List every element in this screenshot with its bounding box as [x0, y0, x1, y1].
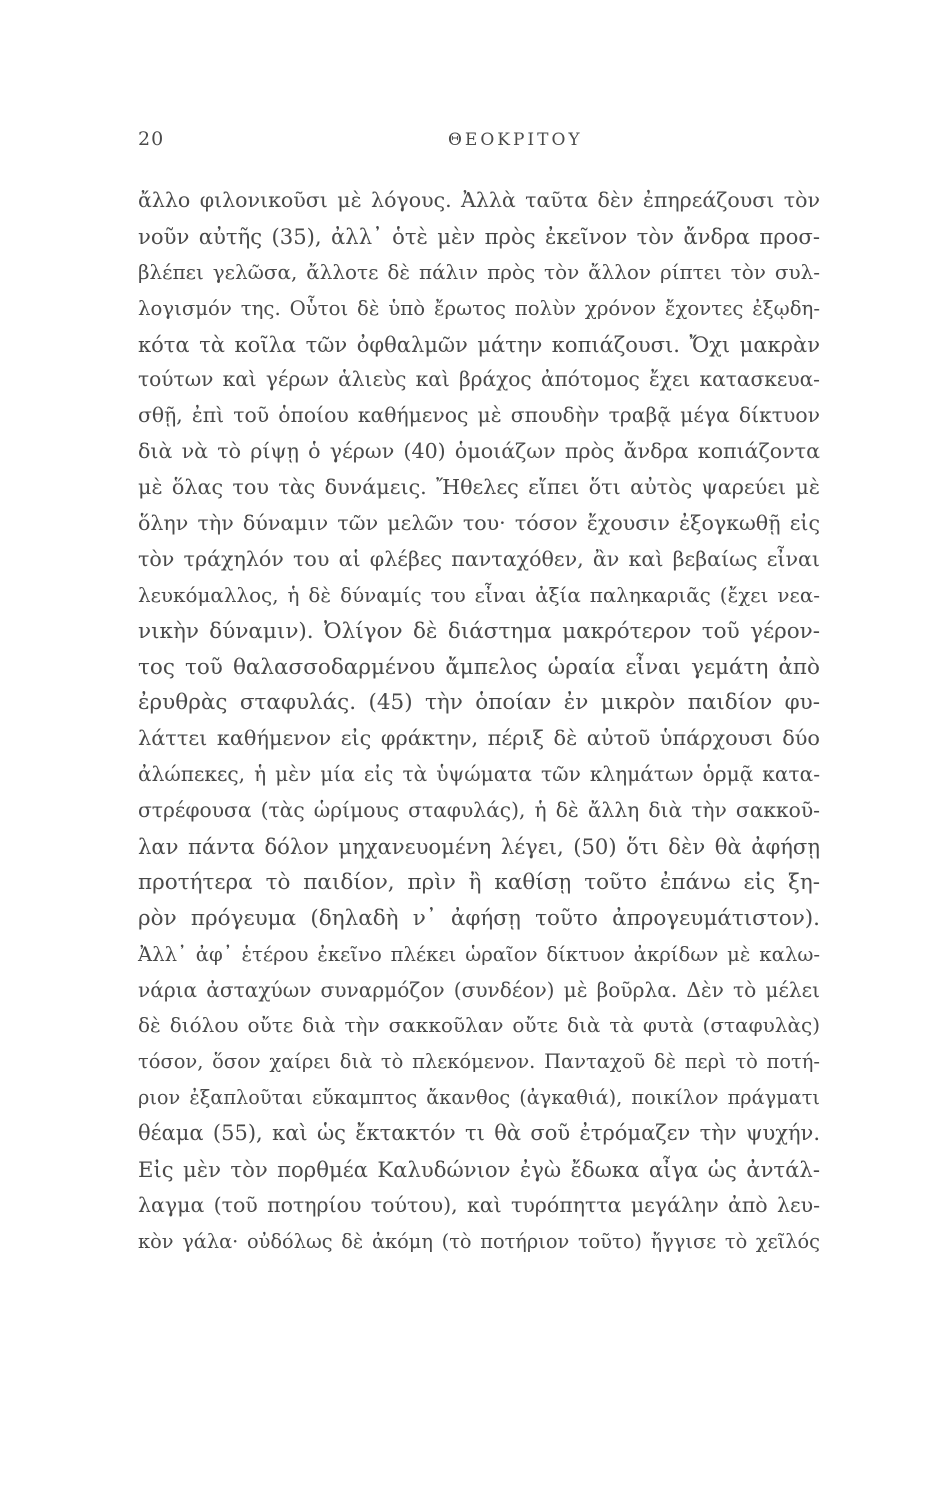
- text-line: νάρια ἀσταχύων συναρμόζον (συνδέον) μὲ βοῦρλα. Δὲν τὸ μέλει: [138, 977, 820, 1002]
- text-line: λάττει καθήμενον εἰς φράκτην, πέριξ δὲ αὐτοῦ ὑπάρχουσι δύο: [138, 726, 820, 751]
- text-line: ριον ἐξαπλοῦται εὔκαμπτος ἄκανθος (ἀγκαθιά), ποικίλον πράγματι: [138, 1086, 820, 1110]
- text-line: λογισμόν της. Οὗτοι δὲ ὑπὸ ἔρωτος πολὺν χρόνον ἔχοντες ἐξῳδη-: [138, 296, 820, 320]
- text-line: λαν πάντα δόλον μηχανευομένη λέγει, (50) ὅτι δὲν θὰ ἀφήσῃ: [138, 834, 820, 860]
- body-text: [138, 183, 820, 1260]
- text-line: λευκόμαλλος, ἡ δὲ δύναμίς του εἶναι ἀξία παληκαριᾶς (ἔχει νεα-: [138, 583, 820, 607]
- page-number: 20: [138, 128, 165, 150]
- text-line: λαγμα (τοῦ ποτηρίου τούτου), καὶ τυρόπηττα μεγάλην ἀπὸ λευ-: [138, 1192, 820, 1217]
- text-line: διὰ νὰ τὸ ρίψῃ ὁ γέρων (40) ὁμοιάζων πρὸς ἄνδρα κοπιάζοντα: [138, 439, 820, 464]
- text-line: κὸν γάλα· οὐδόλως δὲ ἀκόμη (τὸ ποτήριον τοῦτο) ἤγγισε τὸ χεῖλός: [138, 1229, 820, 1253]
- text-line: μὲ ὅλας του τὰς δυνάμεις. Ἤθελες εἴπει ὅτι αὐτὸς ψαρεύει μὲ: [138, 475, 820, 500]
- text-line: δὲ διόλου οὔτε διὰ τὴν σακκοῦλαν οὔτε διὰ τὰ φυτὰ (σταφυλὰς): [138, 1013, 820, 1038]
- text-line: τὸν τράχηλόν του αἱ φλέβες πανταχόθεν, ἂν καὶ βεβαίως εἶναι: [138, 546, 820, 571]
- text-line: Ἀλλ᾽ ἀφ᾽ ἑτέρου ἐκεῖνο πλέκει ὡραῖον δίκτυον ἀκρίδων μὲ καλω-: [138, 942, 820, 966]
- text-line: τόσον, ὅσον χαίρει διὰ τὸ πλεκόμενον. Πανταχοῦ δὲ περὶ τὸ ποτή-: [138, 1050, 820, 1074]
- text-line: ρὸν πρόγευμα (δηλαδὴ ν᾽ ἀφήσῃ τοῦτο ἀπρογευμάτιστον).: [138, 905, 820, 931]
- text-line: προτήτερα τὸ παιδίον, πρὶν ἢ καθίσῃ τοῦτο ἐπάνω εἰς ξη-: [138, 869, 820, 895]
- text-line: ἄλλο φιλονικοῦσι μὲ λόγους. Ἀλλὰ ταῦτα δὲν ἐπηρεάζουσι τὸν: [138, 188, 820, 212]
- page-header: [138, 128, 818, 158]
- running-title: ΘΕΟΚΡΙΤΟΥ: [448, 130, 583, 150]
- text-line: νικὴν δύναμιν). Ὀλίγον δὲ διάστημα μακρότερον τοῦ γέρον-: [138, 618, 820, 644]
- text-line: Εἰς μὲν τὸν πορθμέα Καλυδώνιον ἐγὼ ἔδωκα αἶγα ὡς ἀντάλ-: [138, 1157, 820, 1183]
- text-line: τούτων καὶ γέρων ἁλιεὺς καὶ βράχος ἀπότομος ἔχει κατασκευα-: [138, 367, 820, 392]
- text-line: βλέπει γελῶσα, ἄλλοτε δὲ πάλιν πρὸς τὸν ἄλλον ρίπτει τὸν συλ-: [138, 259, 820, 284]
- text-line: ἀλώπεκες, ἡ μὲν μία εἰς τὰ ὑψώματα τῶν κλημάτων ὁρμᾷ κατα-: [138, 762, 820, 787]
- text-line: σθῇ, ἐπὶ τοῦ ὁποίου καθήμενος μὲ σπουδὴν τραβᾷ μέγα δίκτυον: [138, 403, 820, 428]
- text-line: θέαμα (55), καὶ ὡς ἔκτακτόν τι θὰ σοῦ ἐτρόμαζεν τὴν ψυχήν.: [138, 1121, 820, 1146]
- text-line: κότα τὰ κοῖλα τῶν ὀφθαλμῶν μάτην κοπιάζουσι. Ὄχι μακρὰν: [138, 331, 820, 357]
- text-line: στρέφουσα (τὰς ὡρίμους σταφυλάς), ἡ δὲ ἄλλη διὰ τὴν σακκοῦ-: [138, 798, 820, 823]
- text-line: νοῦν αὐτῆς (35), ἀλλ᾽ ὁτὲ μὲν πρὸς ἐκεῖνον τὸν ἄνδρα προσ-: [138, 223, 820, 249]
- text-line: ἐρυθρὰς σταφυλάς. (45) τὴν ὁποίαν ἐν μικρὸν παιδίον φυ-: [138, 690, 820, 716]
- text-line: τος τοῦ θαλασσοδαρμένου ἄμπελος ὡραία εἶναι γεμάτη ἀπὸ: [138, 654, 820, 680]
- text-line: ὅλην τὴν δύναμιν τῶν μελῶν του· τόσον ἔχουσιν ἐξογκωθῇ εἰς: [138, 511, 820, 536]
